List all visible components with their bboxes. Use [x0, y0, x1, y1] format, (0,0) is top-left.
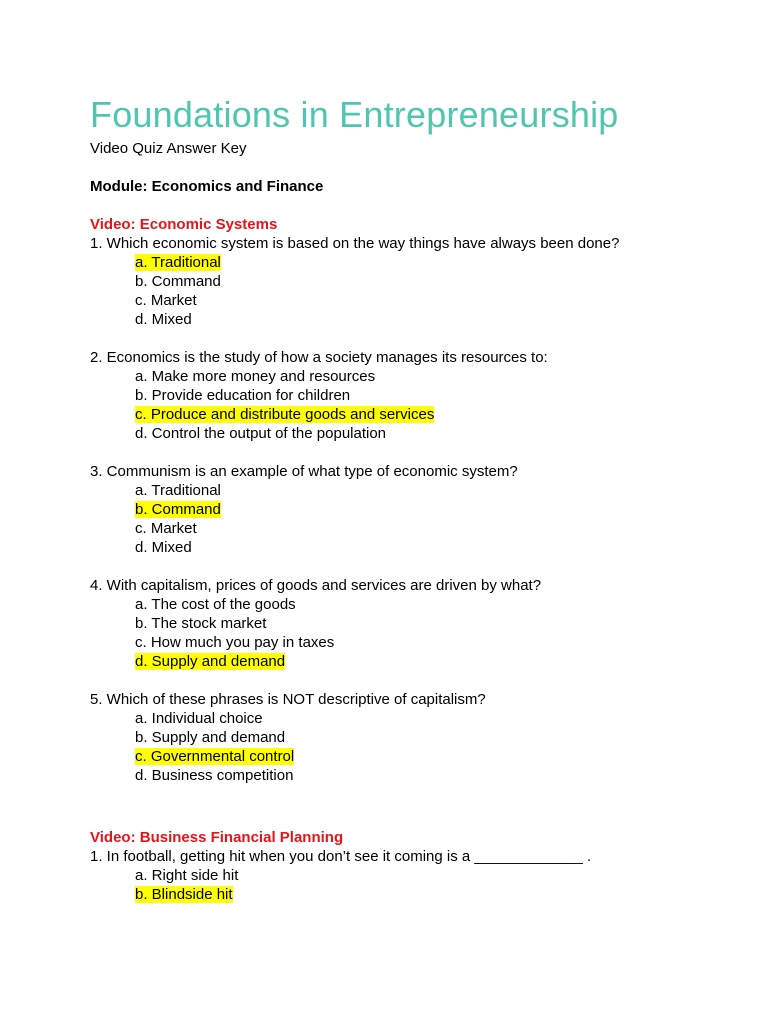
answer-option	[135, 272, 750, 291]
answer-option	[135, 766, 750, 785]
quiz-question	[90, 348, 750, 443]
option-label: a. Traditional	[135, 254, 221, 271]
option-label: d. Supply and demand	[135, 653, 286, 670]
question-text: 2. Economics is the study of how a society manages its resources to:	[90, 349, 548, 366]
option-label: c. How much you pay in taxes	[135, 634, 335, 651]
option-label: a. Individual choice	[135, 710, 263, 727]
answer-option	[135, 386, 750, 405]
answer-key-page	[90, 92, 750, 904]
option-label: d. Mixed	[135, 539, 192, 556]
option-label: d. Mixed	[135, 311, 192, 328]
question-text: 1. Which economic system is based on the way things have always been done?	[90, 235, 620, 252]
quiz-question	[90, 847, 750, 904]
answer-option	[135, 367, 750, 386]
answer-option	[135, 866, 750, 885]
option-label: a. The cost of the goods	[135, 596, 296, 613]
answer-option	[135, 519, 750, 538]
quiz-question	[90, 690, 750, 785]
answer-option	[135, 291, 750, 310]
answer-option	[135, 538, 750, 557]
correct-answer-option	[135, 885, 750, 904]
video-title: Video: Economic Systems	[90, 216, 278, 233]
option-label: b. The stock market	[135, 615, 267, 632]
correct-answer-option	[135, 405, 750, 424]
answer-options	[90, 253, 750, 329]
quiz-question	[90, 462, 750, 557]
option-label: d. Business competition	[135, 767, 294, 784]
correct-answer-option	[135, 652, 750, 671]
correct-answer-option	[135, 253, 750, 272]
option-label: b. Blindside hit	[135, 886, 233, 903]
question-text: 1. In football, getting hit when you don’t see it coming is a _____________ .	[90, 848, 592, 865]
document-title: Foundations in Entrepreneurship	[90, 94, 619, 135]
video-section	[90, 215, 750, 785]
option-label: b. Provide education for children	[135, 387, 351, 404]
quiz-sections	[90, 215, 750, 904]
answer-option	[135, 481, 750, 500]
answer-options	[90, 367, 750, 443]
quiz-question	[90, 576, 750, 671]
answer-option	[135, 310, 750, 329]
quiz-question	[90, 234, 750, 329]
option-label: c. Governmental control	[135, 748, 295, 765]
answer-options	[90, 866, 750, 904]
option-label: b. Command	[135, 273, 221, 290]
option-label: b. Supply and demand	[135, 729, 286, 746]
module-heading: Module: Economics and Finance	[90, 178, 324, 195]
answer-option	[135, 709, 750, 728]
answer-option	[135, 614, 750, 633]
option-label: c. Market	[135, 520, 197, 537]
answer-options	[90, 709, 750, 785]
option-label: a. Traditional	[135, 482, 221, 499]
option-label: c. Market	[135, 292, 197, 309]
question-text: 5. Which of these phrases is NOT descriptive of capitalism?	[90, 691, 486, 708]
option-label: d. Control the output of the population	[135, 425, 387, 442]
video-title: Video: Business Financial Planning	[90, 829, 344, 846]
document-subtitle: Video Quiz Answer Key	[90, 140, 247, 157]
correct-answer-option	[135, 747, 750, 766]
option-label: a. Right side hit	[135, 867, 239, 884]
answer-option	[135, 633, 750, 652]
option-label: c. Produce and distribute goods and services	[135, 406, 435, 423]
question-text: 4. With capitalism, prices of goods and services are driven by what?	[90, 577, 542, 594]
video-section	[90, 828, 750, 904]
answer-option	[135, 595, 750, 614]
answer-option	[135, 728, 750, 747]
option-label: b. Command	[135, 501, 221, 518]
answer-option	[135, 424, 750, 443]
question-text: 3. Communism is an example of what type of economic system?	[90, 463, 518, 480]
option-label: a. Make more money and resources	[135, 368, 376, 385]
correct-answer-option	[135, 500, 750, 519]
answer-options	[90, 595, 750, 671]
answer-options	[90, 481, 750, 557]
